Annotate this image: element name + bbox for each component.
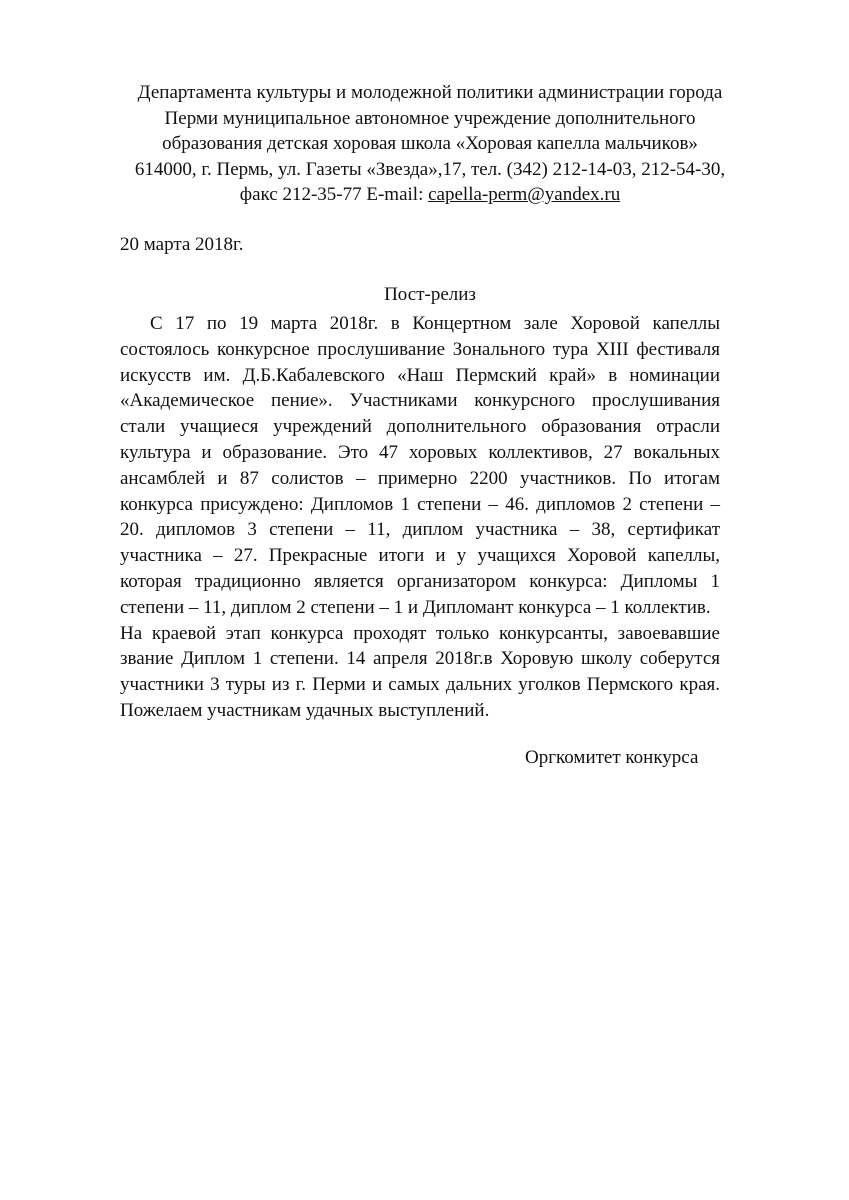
- body-paragraph-1: С 17 по 19 марта 2018г. в Концертном зале Хоровой капеллы состоялось конкурсное прослушивание Зонального тура XIII фестиваля искусств им. Д.Б.Кабалевского «Наш Пермский край» в номинации «Академическое пение». Участниками конкурсного прослушивания стали учащиеся учреждений дополнительного образования отрасли культура и образование. Это 47 хоровых коллективов, 27 вокальных ансамблей и 87 солистов – примерно 2200 участников. По итогам конкурса присуждено: Дипломов 1 степени – 46. дипломов 2 степени – 20. дипломов 3 степени – 11, диплом участника – 38, сертификат участника – 27. Прекрасные итоги и у учащихся Хоровой капеллы, которая традиционно является организатором конкурса: Дипломы 1 степени – 11, диплом 2 степени – 1 и Дипломант конкурса – 1 коллектив.: [120, 313, 720, 618]
- document-date: 20 марта 2018г.: [120, 234, 244, 255]
- body-paragraph-2: На краевой этап конкурса проходят только конкурсанты, завоевавшие звание Диплом 1 степени. 14 апреля 2018г.в Хоровую школу соберутся участники 3 туры из г. Перми и самых дальних уголков Пермского края. Пожелаем участникам удачных выступлений.: [120, 622, 720, 721]
- letterhead-line-4: 614000, г. Пермь, ул. Газеты «Звезда»,17, тел. (342) 212-14-03, 212-54-30,: [134, 158, 726, 180]
- signature: Оргкомитет конкурса: [525, 747, 699, 768]
- letterhead-line-5: [100, 182, 760, 208]
- letterhead: [100, 80, 760, 208]
- email-link[interactable]: capella-perm@yandex.ru: [428, 184, 621, 205]
- letterhead-line-1: Департамента культуры и молодежной политики администрации города: [137, 82, 723, 103]
- letterhead-line-2: Перми муниципальное автономное учреждение дополнительного: [164, 107, 696, 129]
- letterhead-line-3: образования детская хоровая школа «Хоровая капелла мальчиков»: [162, 133, 698, 154]
- document-body: [120, 311, 720, 724]
- fax-and-email-label: факс 212-35-77 E-mail:: [239, 184, 429, 205]
- document-title: Пост-релиз: [384, 284, 476, 305]
